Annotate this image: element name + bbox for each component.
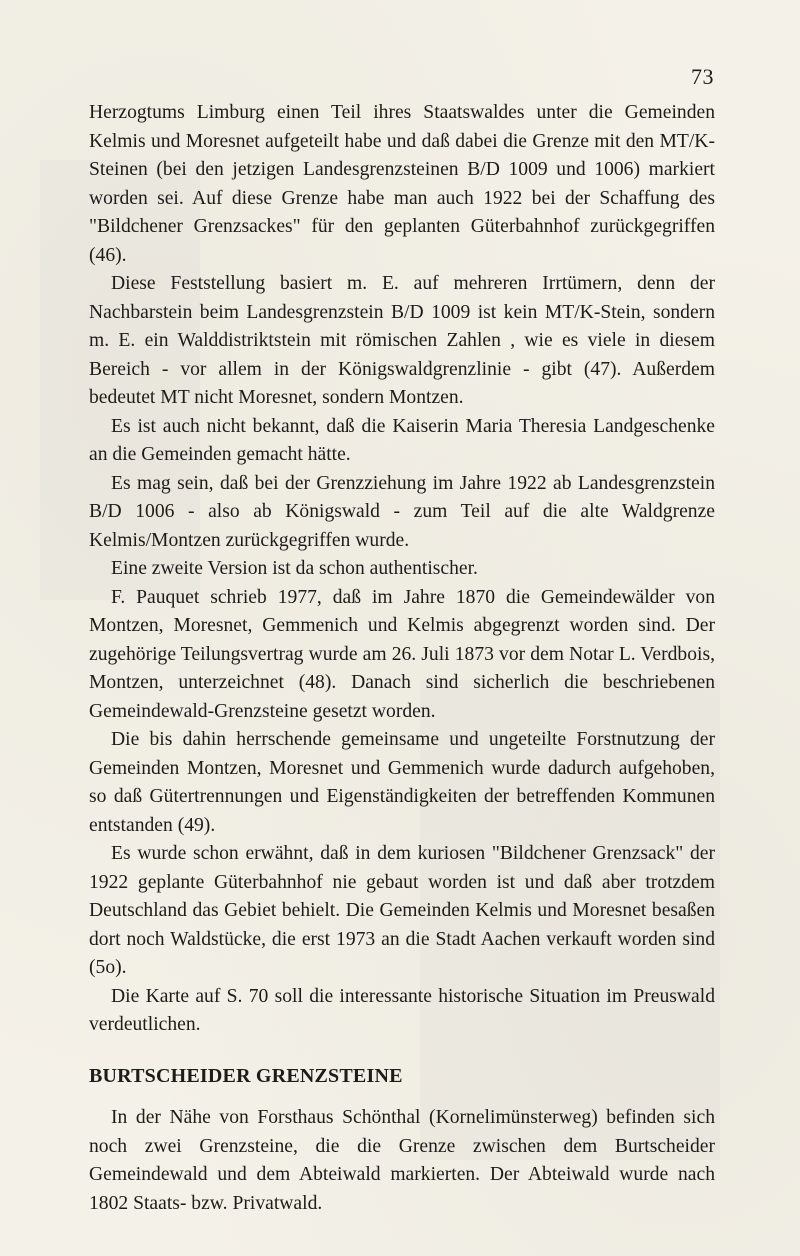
page-number: 73: [691, 64, 714, 89]
paragraph: Herzogtums Limburg einen Teil ihres Staatswaldes unter die Gemeinden Kelmis und Moresnet aufgeteilt habe und daß dabei die Grenze mit den MT/K-Steinen (bei den jetzigen Landesgrenzsteinen B/D 1009 und 1006) markiert worden sei. Auf diese Grenze habe man auch 1922 bei der Schaffung des "Bildchener Grenzsackes" für den geplanten Güterbahnhof zurückgegriffen (46).: [89, 102, 715, 266]
paragraph: Es mag sein, daß bei der Grenzziehung im Jahre 1922 ab Landesgrenzstein B/D 1006 - also ab Königswald - zum Teil auf die alte Waldgrenze Kelmis/Montzen zurückgegriffen wurde.: [89, 472, 715, 551]
paragraph: Es ist auch nicht bekannt, daß die Kaiserin Maria Theresia Landgeschenke an die Gemeinden gemacht hätte.: [89, 415, 715, 465]
paragraph: Eine zweite Version ist da schon authentischer.: [111, 558, 478, 579]
paragraph: Die Karte auf S. 70 soll die interessante historische Situation im Preuswald verdeutlichen.: [89, 985, 715, 1035]
paragraph: Es wurde schon erwähnt, daß in dem kuriosen "Bildchener Grenzsack" der 1922 geplante Güterbahnhof nie gebaut worden ist und daß aber trotzdem Deutschland das Gebiet behielt. Die Gemeinden Kelmis und Moresnet besaßen dort noch Waldstücke, die erst 1973 an die Stadt Aachen verkauft worden sind (5o).: [89, 843, 715, 978]
paragraph: In der Nähe von Forsthaus Schönthal (Kornelimünsterweg) befinden sich noch zwei Grenzsteine, die die Grenze zwischen dem Burtscheider Gemeindewald und dem Abteiwald markierten. Der Abteiwald wurde nach 1802 Staats- bzw. Privatwald.: [89, 1107, 715, 1214]
section-heading: BURTSCHEIDER GRENZSTEINE: [89, 1064, 403, 1087]
body-text: [89, 99, 715, 1218]
paragraph: Die bis dahin herrschende gemeinsame und ungeteilte Forstnutzung der Gemeinden Montzen, Moresnet und Gemmenich wurde dadurch aufgehoben, so daß Gütertrennungen und Eigenständigkeiten der betreffenden Kommunen entstanden (49).: [89, 729, 715, 836]
paragraph: Diese Feststellung basiert m. E. auf mehreren Irrtümern, denn der Nachbarstein beim Landesgrenzstein B/D 1009 ist kein MT/K-Stein, sondern m. E. ein Walddistriktstein mit römischen Zahlen , wie es viele in diesem Bereich - vor allem in der Königswaldgrenzlinie - gibt (47). Außerdem bedeutet MT nicht Moresnet, sondern Montzen.: [89, 273, 715, 408]
paragraph: F. Pauquet schrieb 1977, daß im Jahre 1870 die Gemeindewälder von Montzen, Moresnet, Gemmenich und Kelmis abgegrenzt worden sind. Der zugehörige Teilungsvertrag wurde am 26. Juli 1873 vor dem Notar L. Verdbois, Montzen, unterzeichnet (48). Danach sind sicherlich die beschriebenen Gemeindewald-Grenzsteine gesetzt worden.: [89, 586, 715, 722]
